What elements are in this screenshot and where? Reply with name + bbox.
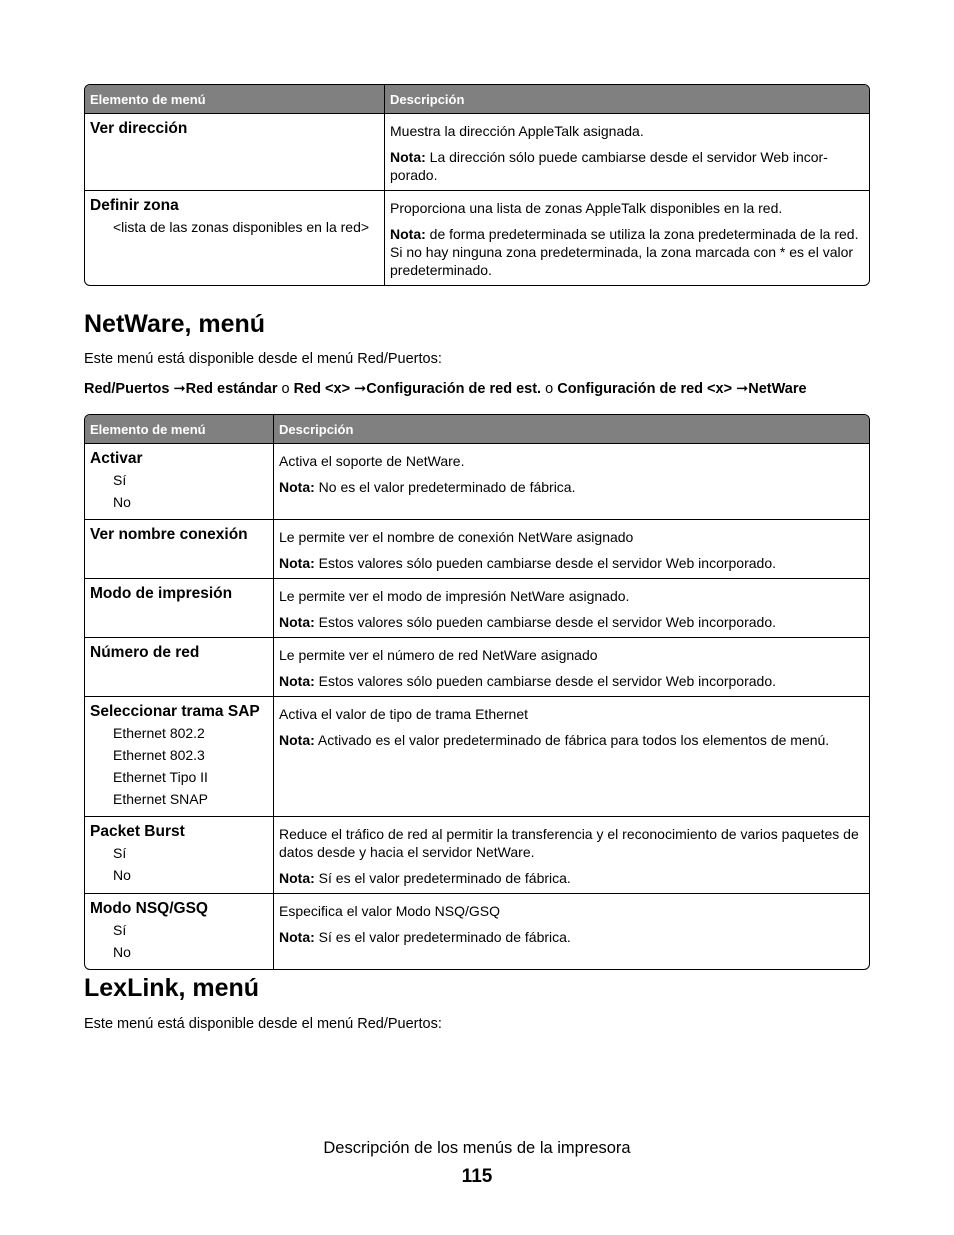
path-config-red-est: Configuración de red est.: [366, 381, 542, 397]
netware-menu-table: [84, 414, 870, 970]
table-row: [85, 894, 869, 969]
netware-heading: NetWare, menú: [84, 310, 266, 338]
menu-option: No: [113, 867, 131, 883]
path-or: o: [545, 381, 554, 397]
footer-title: Descripción de los menús de la impresora: [323, 1139, 631, 1157]
note-label: Nota:: [279, 479, 315, 495]
description-cell: [273, 638, 869, 697]
menu-item-cell: [85, 444, 273, 520]
menu-option: Sí: [113, 922, 127, 938]
note: [279, 613, 865, 631]
note-text: Estos valores sólo pueden cambiarse desde el servidor Web incorporado.: [314, 614, 776, 630]
header-menu-item: Elemento de menú: [85, 85, 384, 114]
menu-item-cell: [85, 638, 273, 697]
netware-intro: Este menú está disponible desde el menú Red/Puertos:: [84, 351, 442, 367]
table-row: [85, 191, 869, 285]
path-red-estandar: Red estándar: [185, 381, 278, 397]
note-label: Nota:: [279, 555, 315, 571]
menu-option: Ethernet Tipo II: [113, 769, 208, 785]
arrow-icon: ➞: [173, 381, 186, 397]
note: [390, 225, 865, 279]
menu-option: <lista de las zonas disponibles en la red>: [113, 219, 370, 235]
note-label: Nota:: [279, 929, 315, 945]
description-text: Muestra la dirección AppleTalk asignada.: [390, 123, 644, 139]
table-row: [85, 638, 869, 697]
note-label: Nota:: [390, 226, 426, 242]
menu-item-name: Ver dirección: [90, 120, 188, 137]
note-text: No es el valor predeterminado de fábrica.: [314, 479, 576, 495]
menu-item-cell: [85, 191, 384, 285]
note-label: Nota:: [279, 870, 315, 886]
header-description: Descripción: [273, 415, 869, 444]
description-text: Reduce el tráfico de red al permitir la transferencia y el reconocimiento de varios paquetes de datos desde y hacia el servidor NetWare.: [279, 826, 859, 860]
menu-item-name: Ver nombre conexión: [90, 526, 248, 543]
description-cell: [273, 697, 869, 817]
note-text: Estos valores sólo pueden cambiarse desde el servidor Web incorporado.: [314, 555, 776, 571]
menu-item-name: Modo de impresión: [90, 585, 233, 602]
table-header-row: [85, 85, 869, 114]
description-cell: [273, 444, 869, 520]
note: [279, 869, 865, 887]
menu-item-name: Packet Burst: [90, 823, 185, 840]
menu-option: Ethernet SNAP: [113, 791, 208, 807]
menu-item-name: Modo NSQ/GSQ: [90, 900, 208, 917]
menu-item-name: Activar: [90, 450, 143, 467]
description-text: Activa el soporte de NetWare.: [279, 453, 465, 469]
lexlink-intro: Este menú está disponible desde el menú Red/Puertos:: [84, 1016, 442, 1032]
description-text: Proporciona una lista de zonas AppleTalk disponibles en la red.: [390, 200, 783, 216]
note: [279, 478, 865, 496]
note-label: Nota:: [390, 149, 426, 165]
note-label: Nota:: [279, 673, 315, 689]
description-text: Le permite ver el número de red NetWare asignado: [279, 647, 598, 663]
menu-option: Sí: [113, 845, 127, 861]
description-cell: [273, 817, 869, 894]
description-cell: [273, 579, 869, 638]
table-row: [85, 444, 869, 520]
menu-item-cell: [85, 894, 273, 969]
description-text: Especifica el valor Modo NSQ/GSQ: [279, 903, 500, 919]
lexlink-heading: LexLink, menú: [84, 974, 260, 1002]
navigation-path: [84, 379, 807, 399]
table-row: [85, 579, 869, 638]
note-text: Estos valores sólo pueden cambiarse desde el servidor Web incorporado.: [314, 673, 776, 689]
table-row: [85, 817, 869, 894]
menu-item-cell: [85, 114, 384, 191]
table-row: [85, 520, 869, 579]
appletalk-menu-table: [84, 84, 870, 286]
description-text: Le permite ver el nombre de conexión NetWare asignado: [279, 529, 634, 545]
page-number: 115: [461, 1166, 493, 1187]
path-or: o: [281, 381, 290, 397]
menu-option: No: [113, 944, 131, 960]
description-cell: [384, 191, 869, 285]
arrow-icon: ➞: [354, 381, 367, 397]
path-red-x: Red <x>: [293, 381, 351, 397]
header-menu-item: Elemento de menú: [85, 415, 273, 444]
menu-option: Ethernet 802.3: [113, 747, 205, 763]
note-text: Sí es el valor predeterminado de fábrica.: [314, 929, 571, 945]
path-config-red-x: Configuración de red <x>: [557, 381, 733, 397]
menu-item-name: Definir zona: [90, 197, 179, 214]
note-label: Nota:: [279, 732, 315, 748]
description-cell: [273, 894, 869, 969]
table-row: [85, 114, 869, 191]
menu-item-cell: [85, 817, 273, 894]
menu-item-name: Número de red: [90, 644, 200, 661]
note-text: La dirección sólo puede cambiarse desde el servidor Web incor-porado.: [390, 149, 828, 183]
note-text: de forma predeterminada se utiliza la zona predeterminada de la red. Si no hay ninguna zona predeterminada, la zona marcada con * es el valor predeterminado.: [390, 226, 859, 278]
menu-option: Sí: [113, 472, 127, 488]
note: [390, 148, 865, 184]
description-text: Activa el valor de tipo de trama Ethernet: [279, 706, 529, 722]
note-label: Nota:: [279, 614, 315, 630]
path-red-puertos: Red/Puertos: [84, 381, 170, 397]
menu-option: Ethernet 802.2: [113, 725, 205, 741]
arrow-icon: ➞: [736, 381, 749, 397]
menu-item-cell: [85, 520, 273, 579]
description-cell: [384, 114, 869, 191]
note: [279, 672, 865, 690]
table-row: [85, 697, 869, 817]
menu-option: No: [113, 494, 131, 510]
header-description: Descripción: [384, 85, 869, 114]
description-cell: [273, 520, 869, 579]
description-text: Le permite ver el modo de impresión NetWare asignado.: [279, 588, 630, 604]
note-text: Activado es el valor predeterminado de fábrica para todos los elementos de menú.: [314, 732, 830, 748]
menu-item-name: Seleccionar trama SAP: [90, 703, 260, 720]
menu-item-cell: [85, 579, 273, 638]
note: [279, 928, 865, 946]
table-header-row: [85, 415, 869, 444]
note: [279, 731, 865, 749]
path-netware: NetWare: [748, 381, 807, 397]
note: [279, 554, 865, 572]
note-text: Sí es el valor predeterminado de fábrica.: [314, 870, 571, 886]
menu-item-cell: [85, 697, 273, 817]
